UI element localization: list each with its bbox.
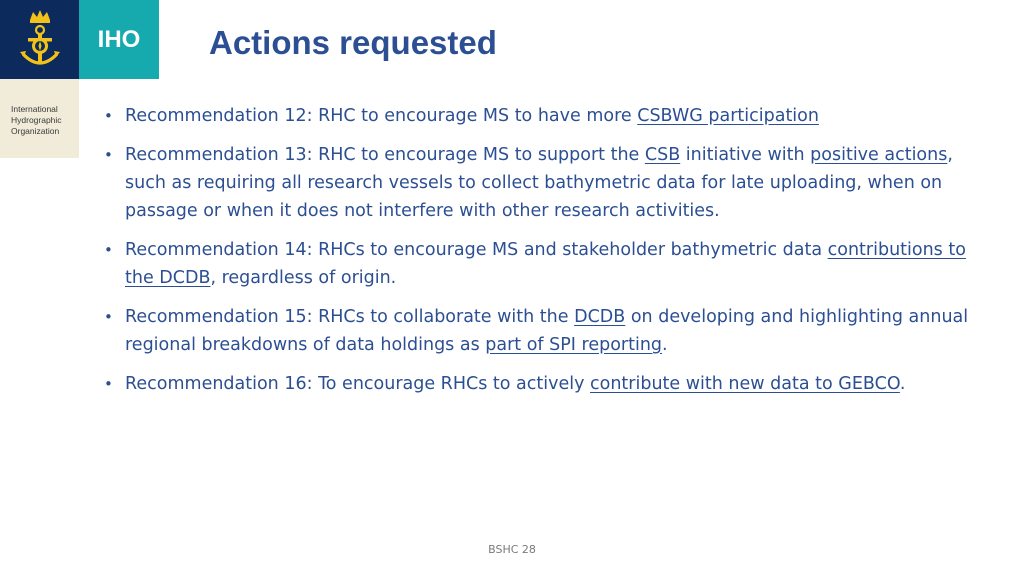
slide-title: Actions requested bbox=[209, 24, 497, 61]
bullet-icon: • bbox=[104, 241, 113, 259]
iho-logo-text: IHO bbox=[79, 0, 159, 79]
hyperlink[interactable]: contribute with new data to GEBCO bbox=[590, 374, 900, 394]
list-item bbox=[104, 141, 984, 225]
organization-name bbox=[0, 79, 79, 158]
recommendations-list bbox=[104, 102, 984, 409]
hyperlink[interactable]: DCDB bbox=[574, 307, 626, 327]
hyperlink[interactable]: CSBWG participation bbox=[637, 106, 819, 126]
item-text: . bbox=[662, 335, 668, 355]
item-text: Recommendation 13: RHC to encourage MS to support the bbox=[125, 145, 645, 165]
list-item bbox=[104, 370, 984, 398]
hyperlink[interactable]: positive actions bbox=[810, 145, 948, 165]
anchor-emblem-icon bbox=[15, 8, 65, 72]
hyperlink[interactable]: contributions to the DCDB bbox=[125, 240, 966, 288]
item-text: Recommendation 12: RHC to encourage MS to have more bbox=[125, 106, 638, 126]
bullet-icon: • bbox=[104, 107, 113, 125]
hyperlink[interactable]: CSB bbox=[644, 145, 681, 165]
item-text: Recommendation 14: RHCs to encourage MS and stakeholder bathymetric data bbox=[125, 240, 828, 260]
item-text: Recommendation 16: To encourage RHCs to actively bbox=[125, 374, 591, 394]
item-text: on developing and highlighting annual regional breakdowns of data holdings as bbox=[125, 307, 969, 355]
list-item bbox=[104, 303, 984, 359]
bullet-icon: • bbox=[104, 146, 113, 164]
org-line: International bbox=[11, 104, 58, 114]
item-text: . bbox=[899, 374, 906, 394]
bullet-icon: • bbox=[104, 308, 113, 326]
org-line: Hydrographic bbox=[11, 115, 62, 125]
item-text: Recommendation 15: RHCs to collaborate with the bbox=[125, 307, 575, 327]
item-text: initiative with bbox=[680, 145, 811, 165]
list-item bbox=[104, 236, 984, 292]
iho-emblem bbox=[0, 0, 79, 79]
org-line: Organization bbox=[11, 126, 60, 136]
slide-footer: BSHC 28 bbox=[488, 543, 536, 556]
item-text: , regardless of origin. bbox=[210, 268, 397, 288]
list-item bbox=[104, 102, 984, 130]
bullet-icon: • bbox=[104, 375, 113, 393]
hyperlink[interactable]: part of SPI reporting bbox=[485, 335, 663, 355]
item-text: , such as requiring all research vessels to collect bathymetric data for late uploading, when on passage or when it does not interfere with other research activities. bbox=[125, 145, 953, 221]
